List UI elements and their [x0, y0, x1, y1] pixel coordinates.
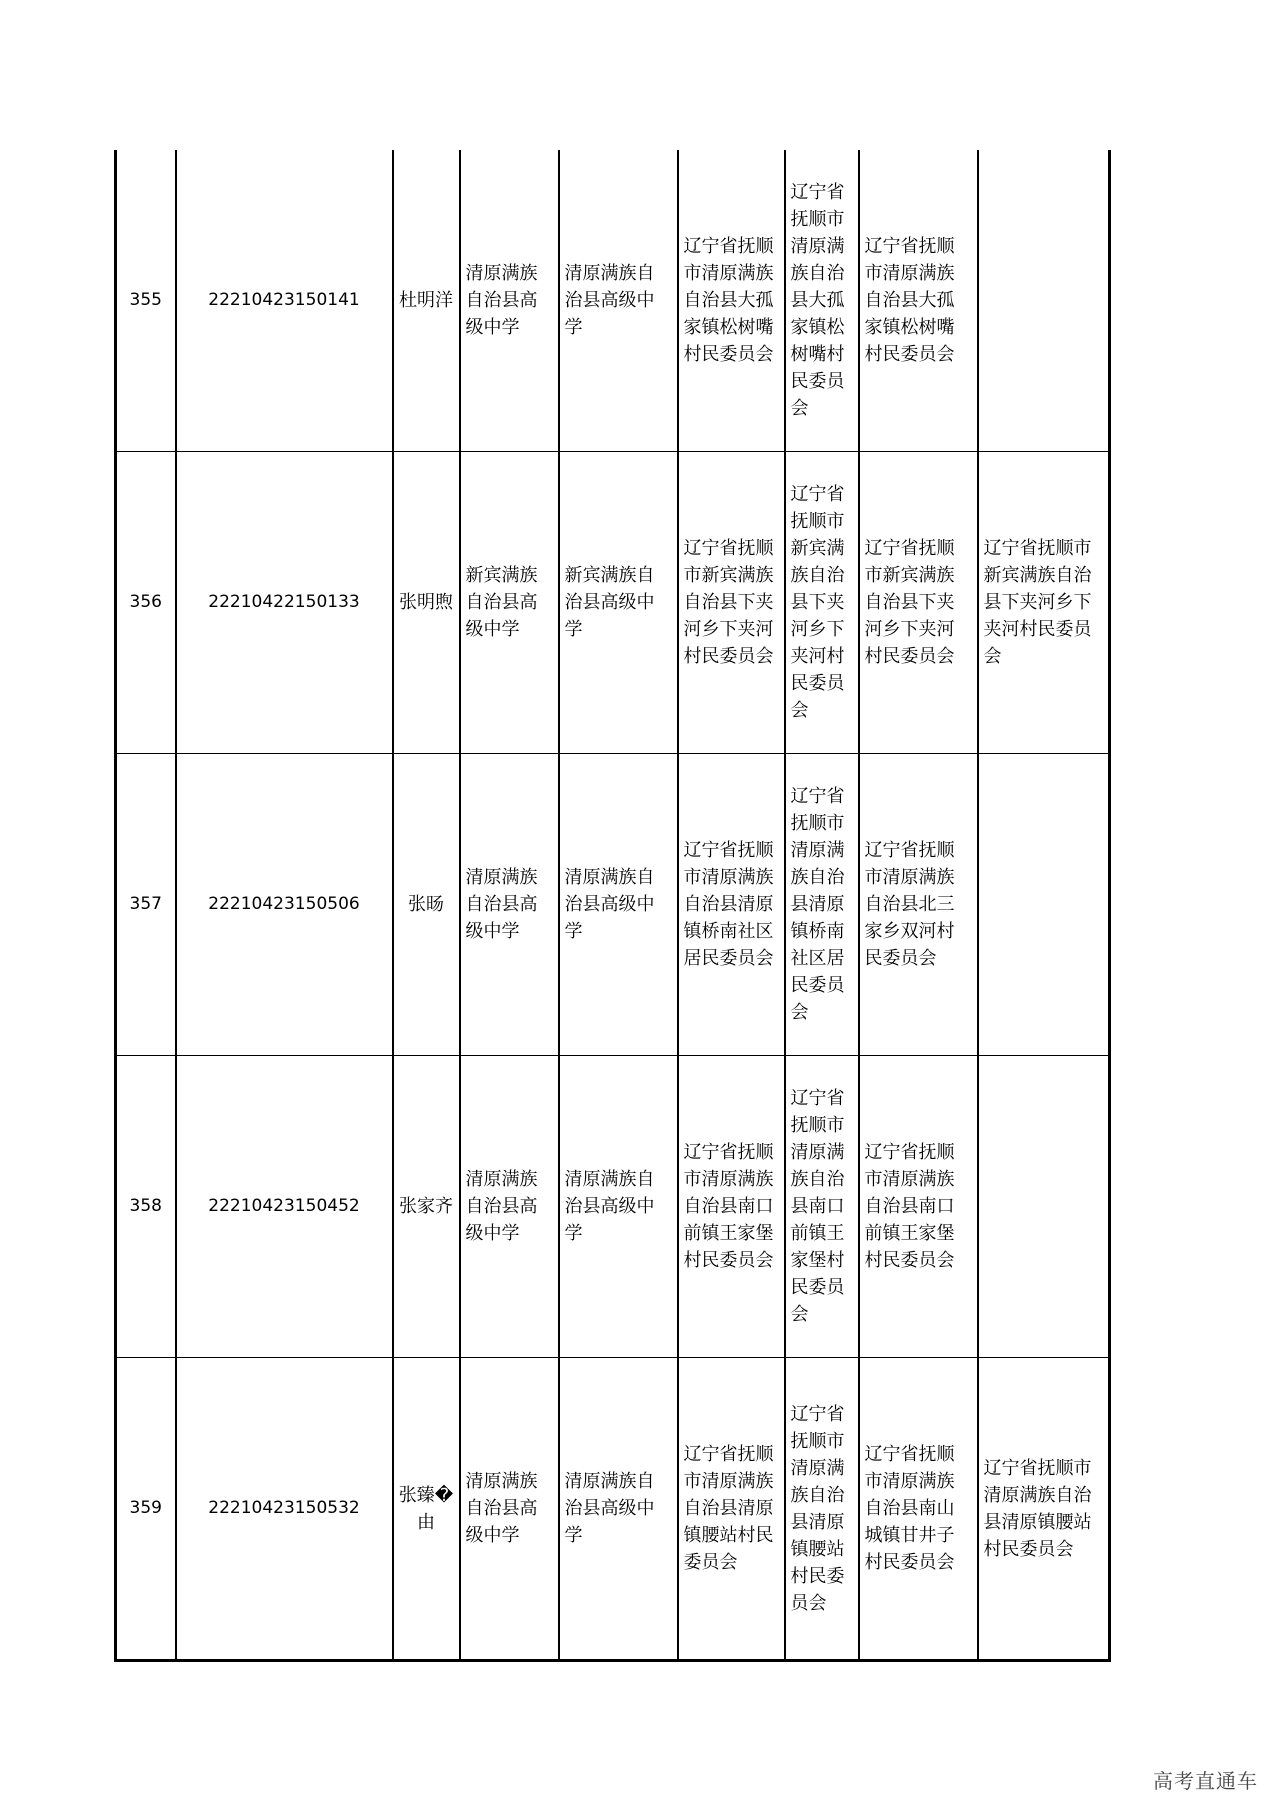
seq-cell: 359: [116, 1358, 176, 1661]
name-cell: 张家齐: [393, 1056, 460, 1358]
watermark: 高考直通车: [1153, 1769, 1258, 1793]
roster-table: [114, 150, 1111, 1662]
id-cell: 22210423150452: [176, 1056, 393, 1358]
id-cell: 22210422150133: [176, 452, 393, 754]
guardian-committee-cell: 辽宁省抚顺市新宾满族自治县下夹河乡下夹河村民委员会: [859, 452, 978, 754]
graduation-school-cell: 清原满族自治县高级中学: [460, 754, 559, 1056]
id-cell: 22210423150506: [176, 754, 393, 1056]
registration-school-cell: 新宾满族自治县高级中学: [559, 452, 678, 754]
registration-school-cell: 清原满族自治县高级中学: [559, 1358, 678, 1661]
other-committee-cell: [978, 150, 1110, 452]
household-committee-cell: 辽宁省抚顺市清原满族自治县南口前镇王家堡村民委员会: [785, 1056, 859, 1358]
graduation-school-cell: 清原满族自治县高级中学: [460, 1358, 559, 1661]
graduation-school-cell: 新宾满族自治县高级中学: [460, 452, 559, 754]
other-committee-cell: [978, 1056, 1110, 1358]
residence-committee-cell: 辽宁省抚顺市新宾满族自治县下夹河乡下夹河村民委员会: [678, 452, 785, 754]
id-cell: 22210423150532: [176, 1358, 393, 1661]
guardian-committee-cell: 辽宁省抚顺市清原满族自治县大孤家镇松树嘴村民委员会: [859, 150, 978, 452]
name-cell: 张臻�由: [393, 1358, 460, 1661]
residence-committee-cell: 辽宁省抚顺市清原满族自治县大孤家镇松树嘴村民委员会: [678, 150, 785, 452]
residence-committee-cell: 辽宁省抚顺市清原满族自治县南口前镇王家堡村民委员会: [678, 1056, 785, 1358]
roster-body: [116, 150, 1110, 1661]
guardian-committee-cell: 辽宁省抚顺市清原满族自治县南山城镇甘井子村民委员会: [859, 1358, 978, 1661]
guardian-committee-cell: 辽宁省抚顺市清原满族自治县南口前镇王家堡村民委员会: [859, 1056, 978, 1358]
table-row: [116, 754, 1110, 1056]
household-committee-cell: 辽宁省抚顺市清原满族自治县清原镇腰站村民委员会: [785, 1358, 859, 1661]
graduation-school-cell: 清原满族自治县高级中学: [460, 1056, 559, 1358]
residence-committee-cell: 辽宁省抚顺市清原满族自治县清原镇腰站村民委员会: [678, 1358, 785, 1661]
seq-cell: 358: [116, 1056, 176, 1358]
table-row: [116, 150, 1110, 452]
name-cell: 张旸: [393, 754, 460, 1056]
other-committee-cell: 辽宁省抚顺市新宾满族自治县下夹河乡下夹河村民委员会: [978, 452, 1110, 754]
id-cell: 22210423150141: [176, 150, 393, 452]
graduation-school-cell: 清原满族自治县高级中学: [460, 150, 559, 452]
table-row: [116, 1358, 1110, 1661]
household-committee-cell: 辽宁省抚顺市新宾满族自治县下夹河乡下夹河村民委员会: [785, 452, 859, 754]
other-committee-cell: 辽宁省抚顺市清原满族自治县清原镇腰站村民委员会: [978, 1358, 1110, 1661]
residence-committee-cell: 辽宁省抚顺市清原满族自治县清原镇桥南社区居民委员会: [678, 754, 785, 1056]
roster-sheet: [114, 150, 1108, 1662]
seq-cell: 357: [116, 754, 176, 1056]
name-cell: 杜明洋: [393, 150, 460, 452]
seq-cell: 356: [116, 452, 176, 754]
seq-cell: 355: [116, 150, 176, 452]
guardian-committee-cell: 辽宁省抚顺市清原满族自治县北三家乡双河村民委员会: [859, 754, 978, 1056]
registration-school-cell: 清原满族自治县高级中学: [559, 754, 678, 1056]
table-row: [116, 452, 1110, 754]
registration-school-cell: 清原满族自治县高级中学: [559, 150, 678, 452]
registration-school-cell: 清原满族自治县高级中学: [559, 1056, 678, 1358]
other-committee-cell: [978, 754, 1110, 1056]
name-cell: 张明煦: [393, 452, 460, 754]
household-committee-cell: 辽宁省抚顺市清原满族自治县清原镇桥南社区居民委员会: [785, 754, 859, 1056]
household-committee-cell: 辽宁省抚顺市清原满族自治县大孤家镇松树嘴村民委员会: [785, 150, 859, 452]
table-row: [116, 1056, 1110, 1358]
